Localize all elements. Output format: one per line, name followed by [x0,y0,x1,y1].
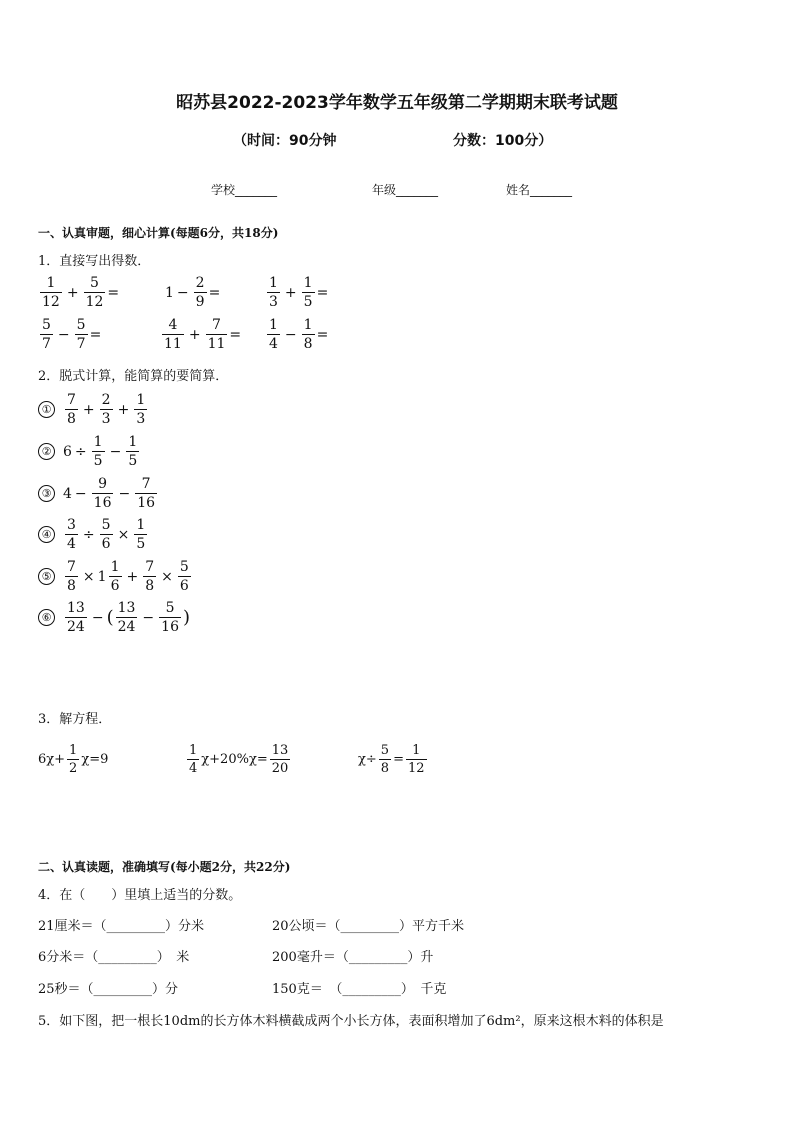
operator: + [126,568,139,585]
q2-expr-2 [38,435,141,468]
denominator: 4 [67,536,76,552]
numerator: 13 [117,600,136,616]
equals: = [229,326,242,343]
fraction [134,393,147,426]
equation-text: χ÷ [358,752,377,767]
operator: + [82,401,95,418]
fraction [187,744,199,775]
numerator: 1 [412,743,421,758]
denominator: 7 [42,336,51,352]
numerator: 7 [67,559,76,575]
denominator: 3 [269,294,278,310]
fraction [135,477,157,510]
equation-text: 6χ+ [38,752,66,767]
left-paren: ( [106,607,114,628]
numerator: 1 [303,275,313,291]
operator: − [91,609,104,626]
fraction [406,744,427,775]
numerator: 2 [101,392,111,408]
fraction [159,601,181,634]
fraction [75,318,88,351]
operator: − [109,443,122,460]
q2-expr-4 [38,518,149,551]
item-number-2: ② [38,443,55,460]
numerator: 13 [67,600,85,616]
q3-equation-3 [358,744,429,775]
numerator: 1 [69,743,78,758]
fraction [270,744,291,775]
equation-text: χ+20%χ= [201,752,268,767]
denominator: 5 [303,294,313,310]
fraction [40,318,53,351]
fraction [126,435,139,468]
fraction [302,276,315,309]
operator: + [66,284,79,301]
denominator: 6 [101,536,111,552]
q4-blank-4: 200毫升＝（_________）升 [272,950,434,965]
denominator: 5 [136,536,146,552]
fraction [65,518,78,551]
denominator: 5 [93,453,103,469]
denominator: 7 [76,336,86,352]
fraction [65,601,87,634]
q2-expr-5 [38,560,193,593]
fraction [194,276,207,309]
q3-equation-1 [38,744,108,775]
fraction [67,744,79,775]
whole-number: 1 [165,284,174,301]
equals: = [208,284,221,301]
numerator: 1 [269,317,278,333]
numerator: 5 [42,317,51,333]
fraction [100,518,113,551]
fraction [92,477,114,510]
numerator: 4 [168,317,178,333]
denominator: 8 [67,578,76,594]
operator: × [161,568,173,585]
numerator: 13 [271,743,289,758]
operator: − [284,326,297,343]
fraction [116,601,138,634]
denominator: 2 [69,761,78,776]
denominator: 20 [271,761,289,776]
q3-equation-2 [185,744,292,775]
item-number-6: ⑥ [38,609,55,626]
numerator: 9 [98,476,108,492]
fraction [267,318,280,351]
numerator: 1 [110,559,120,575]
denominator: 12 [42,294,60,310]
denominator: 4 [269,336,278,352]
q1-item-2 [165,276,220,309]
fraction [40,276,62,309]
numerator: 5 [380,743,390,758]
exam-score: 分数：100分） [453,133,553,149]
fraction [162,318,184,351]
q4-blank-3: 6分米＝（_________） 米 [38,950,190,965]
denominator: 24 [117,619,136,635]
equation-text: χ=9 [81,752,109,767]
denominator: 8 [303,336,313,352]
denominator: 11 [207,336,226,352]
denominator: 9 [195,294,205,310]
q4-prompt: 4．在（ ）里填上适当的分数。 [38,888,242,903]
denominator: 6 [110,578,120,594]
fraction [302,318,315,351]
numerator: 2 [195,275,205,291]
q4-blank-2: 20公顷＝（_________）平方千米 [272,919,465,934]
numerator: 1 [136,392,146,408]
item-number-4: ④ [38,526,55,543]
denominator: 16 [93,495,112,511]
operator: ÷ [74,443,87,460]
numerator: 1 [136,517,146,533]
q1-item-1 [38,276,119,309]
denominator: 3 [136,411,146,427]
equals: = [107,284,120,301]
operator: × [117,526,130,543]
numerator: 5 [101,517,111,533]
q2-expr-6 [38,601,190,634]
school-field: 学校_______ [211,183,278,197]
numerator: 7 [145,559,155,575]
q2-expr-3 [38,477,159,510]
numerator: 7 [212,317,221,333]
numerator: 5 [90,275,99,291]
numerator: 1 [93,434,103,450]
exam-title: 昭苏县2022-2023学年数学五年级第二学期期末联考试题 [176,93,618,113]
fraction [65,393,78,426]
operator: × [82,568,95,585]
q1-item-4 [38,318,101,351]
denominator: 6 [179,578,189,594]
numerator: 5 [179,559,189,575]
operator: + [284,284,297,301]
q3-prompt: 3．解方程． [38,712,112,727]
denominator: 3 [101,411,111,427]
q2-prompt: 2．脱式计算，能简算的要简算． [38,369,229,384]
exam-time: （时间：90分钟 [233,133,337,149]
q1-item-3 [265,276,328,309]
denominator: 16 [137,495,156,511]
numerator: 7 [141,476,151,492]
numerator: 1 [269,275,278,291]
fraction [143,560,156,593]
fraction [206,318,228,351]
numerator: 1 [46,275,56,291]
whole-number: 4 [63,485,72,502]
equals: = [316,326,329,343]
q4-blank-1: 21厘米＝（_________）分米 [38,919,205,934]
name-field: 姓名_______ [506,183,573,197]
fraction [65,560,78,593]
operator: + [117,401,130,418]
item-number-5: ⑤ [38,568,55,585]
q4-blank-5: 25秒＝（_________）分 [38,982,179,997]
denominator: 12 [85,294,104,310]
fraction [178,560,191,593]
operator: + [188,326,201,343]
section2-heading: 二、认真读题，准确填写(每小题2分，共22分) [38,860,291,874]
item-number-3: ③ [38,485,55,502]
q2-expr-1 [38,393,149,426]
whole-number: 1 [97,568,107,585]
operator: ÷ [82,526,95,543]
denominator: 8 [380,761,390,776]
equals: = [316,284,329,301]
denominator: 4 [189,761,198,776]
right-paren: ) [182,607,191,628]
operator: − [176,284,189,301]
numerator: 3 [67,517,76,533]
equals: = [89,326,102,343]
numerator: 1 [128,434,138,450]
q1-item-5 [160,318,241,351]
operator: − [118,485,131,502]
denominator: 16 [161,619,179,635]
numerator: 1 [189,743,198,758]
numerator: 5 [165,600,175,616]
denominator: 11 [164,336,182,352]
operator: − [74,485,87,502]
q1-item-6 [265,318,328,351]
denominator: 8 [145,578,155,594]
q5-prompt: 5．如下图，把一根长10dm的长方体木料横截成两个小长方体，表面积增加了6dm²，原来这根木料的体积是 [38,1014,664,1029]
denominator: 5 [128,453,138,469]
whole-number: 6 [63,443,72,460]
denominator: 12 [407,761,425,776]
fraction [109,560,122,593]
operator: − [142,609,155,626]
fraction [84,276,106,309]
grade-field: 年级_______ [372,183,439,197]
section1-heading: 一、认真审题，细心计算(每题6分，共18分) [38,226,279,240]
fraction [92,435,105,468]
numerator: 1 [303,317,313,333]
numerator: 7 [67,392,76,408]
fraction [267,276,280,309]
fraction [100,393,113,426]
q4-blank-6: 150克＝ （_________） 千克 [272,982,447,997]
numerator: 5 [76,317,86,333]
item-number-1: ① [38,401,55,418]
q1-prompt: 1．直接写出得数． [38,254,151,269]
equation-text: = [393,752,404,767]
fraction [134,518,147,551]
denominator: 8 [67,411,76,427]
operator: − [57,326,70,343]
fraction [379,744,391,775]
denominator: 24 [67,619,85,635]
